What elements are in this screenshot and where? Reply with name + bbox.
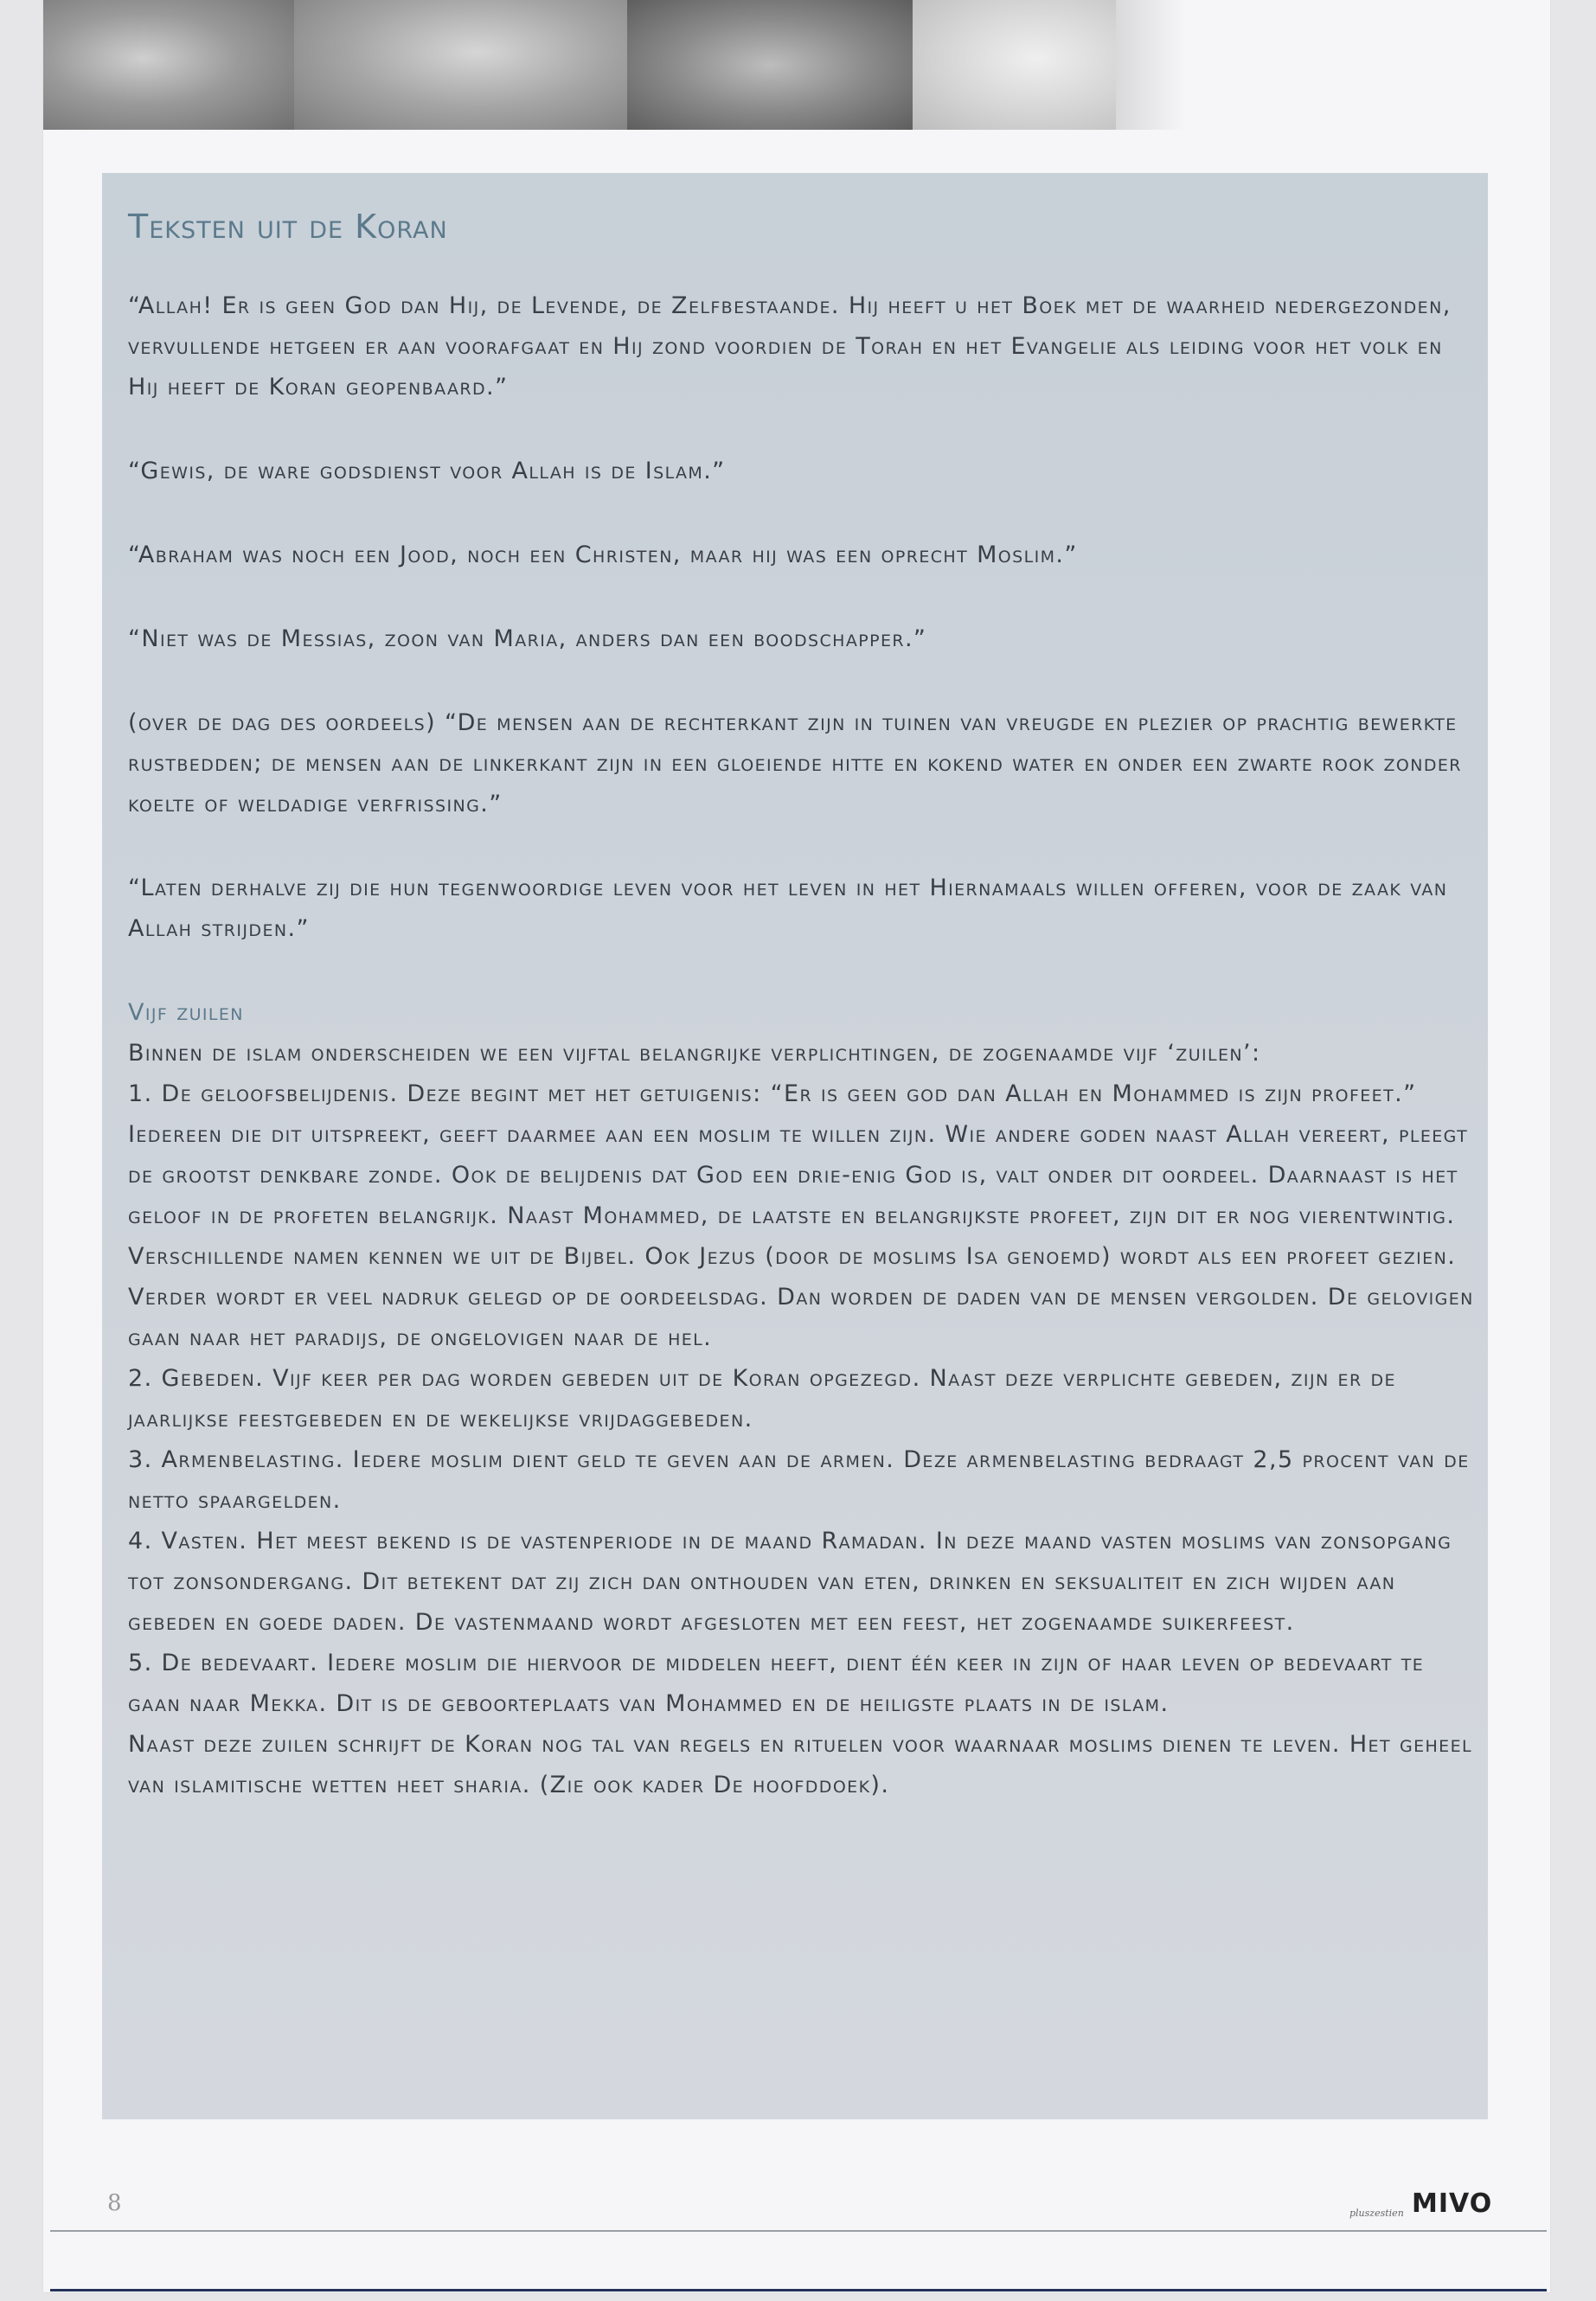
- quote-1: “Allah! Er is geen God dan Hij, de Levende, de Zelfbestaande. Hij heeft u het Boek met de waarheid nedergezonden, vervullende hetgeen er aan voorafgaat en Hij zond voordien de Torah en het Evangelie als leiding voor het volk en Hij heeft de Koran geopenbaard.”: [128, 292, 1452, 401]
- quote-3: “Abraham was noch een Jood, noch een Christen, maar hij was een oprecht Moslim.”: [128, 542, 1078, 568]
- pillar-item-1: 1. De geloofsbelijdenis. Deze begint met het getuigenis: “Er is geen god dan Allah en Mohammed is zijn profeet.” Iedereen die dit uitspreekt, geeft daarmee aan een moslim te willen zijn. Wie andere goden naast Allah vereert, pleegt de grootst denkbare zonde. Ook de belijdenis dat God een drie-enig God is, valt onder dit oordeel. Daarnaast is het geloof in de profeten belangrijk. Naast Mohammed, de laatste en belangrijkste profeet, zijn dit er nog vierentwintig. Verschillende namen kennen we uit de Bijbel. Ook Jezus (door de moslims Isa genoemd) wordt als een profeet gezien. Verder wordt er veel nadruk gelegd op de oordeelsdag. Dan worden de daden van de mensen vergolden. De gelovigen gaan naar het paradijs, de ongelovigen naar de hel.: [128, 1080, 1474, 1351]
- pillar-item-4: 4. Vasten. Het meest bekend is de vastenperiode in de maand Ramadan. In deze maand vasten moslims van zonsopgang tot zonsondergang. Dit betekent dat zij zich dan onthouden van eten, drinken en seksualiteit en zich wijden aan gebeden en goede daden. De vastenmaand wordt afgesloten met een feest, het zogenaamde suikerfeest.: [128, 1528, 1452, 1636]
- pillar-item-5: 5. De bedevaart. Iedere moslim die hiervoor de middelen heeft, dient één keer in zijn of haar leven op bedevaart te gaan naar Mekka. Dit is de geboorteplaats van Mohammed en de heiligste plaats in de islam.: [128, 1650, 1425, 1717]
- footer-divider: [50, 2230, 1547, 2232]
- section-subheading: Vijf zuilen: [128, 999, 244, 1026]
- mivo-logo: MIVO: [1412, 2189, 1493, 2219]
- bottom-edge-line: [50, 2289, 1547, 2291]
- footer-brand-sub: pluszestien: [1349, 2208, 1404, 2219]
- pillar-item-3: 3. Armenbelasting. Iedere moslim dient geld te geven aan de armen. Deze armenbelasting bedraagt 2,5 procent van de netto spaargelden.: [128, 1446, 1470, 1514]
- quote-2: “Gewis, de ware godsdienst voor Allah is de Islam.”: [128, 458, 726, 484]
- quote-6: “Laten derhalve zij die hun tegenwoordige leven voor het leven in het Hiernamaals willen offeren, voor de zaak van Allah strijden.”: [128, 875, 1448, 942]
- footer-brand: [1349, 2189, 1522, 2227]
- closing-paragraph: Naast deze zuilen schrijft de Koran nog tal van regels en rituelen voor waarnaar moslims dienen te leven. Het geheel van islamitische wetten heet sharia. (Zie ook kader De hoofddoek).: [128, 1731, 1472, 1798]
- pillar-item-2: 2. Gebeden. Vijf keer per dag worden gebeden uit de Koran opgezegd. Naast deze verplichte gebeden, zijn er de jaarlijkse feestgebeden en de wekelijkse vrijdaggebeden.: [128, 1365, 1396, 1433]
- page-number: 8: [107, 2190, 122, 2216]
- header-photo-fade: [1116, 0, 1185, 130]
- header-photo-3: [627, 0, 913, 130]
- header-photo-2: [294, 0, 627, 130]
- section-intro: Binnen de islam onderscheiden we een vijftal belangrijke verplichtingen, de zogenaamde vijf ‘zuilen’:: [128, 1040, 1261, 1067]
- quote-5: (over de dag des oordeels) “De mensen aan de rechterkant zijn in tuinen van vreugde en plezier op prachtig bewerkte rustbedden; de mensen aan de linkerkant zijn in een gloeiende hitte en kokend water en onder een zwarte rook zonder koelte of weldadige verfrissing.”: [128, 709, 1462, 817]
- panel-content: [128, 208, 1477, 1805]
- header-photo-1: [43, 0, 294, 130]
- koran-text-panel: [102, 173, 1488, 2119]
- header-photo-strip: [43, 0, 1159, 130]
- panel-title: Teksten uit de Koran: [128, 208, 448, 246]
- quote-4: “Niet was de Messias, zoon van Maria, anders dan een boodschapper.”: [128, 625, 927, 652]
